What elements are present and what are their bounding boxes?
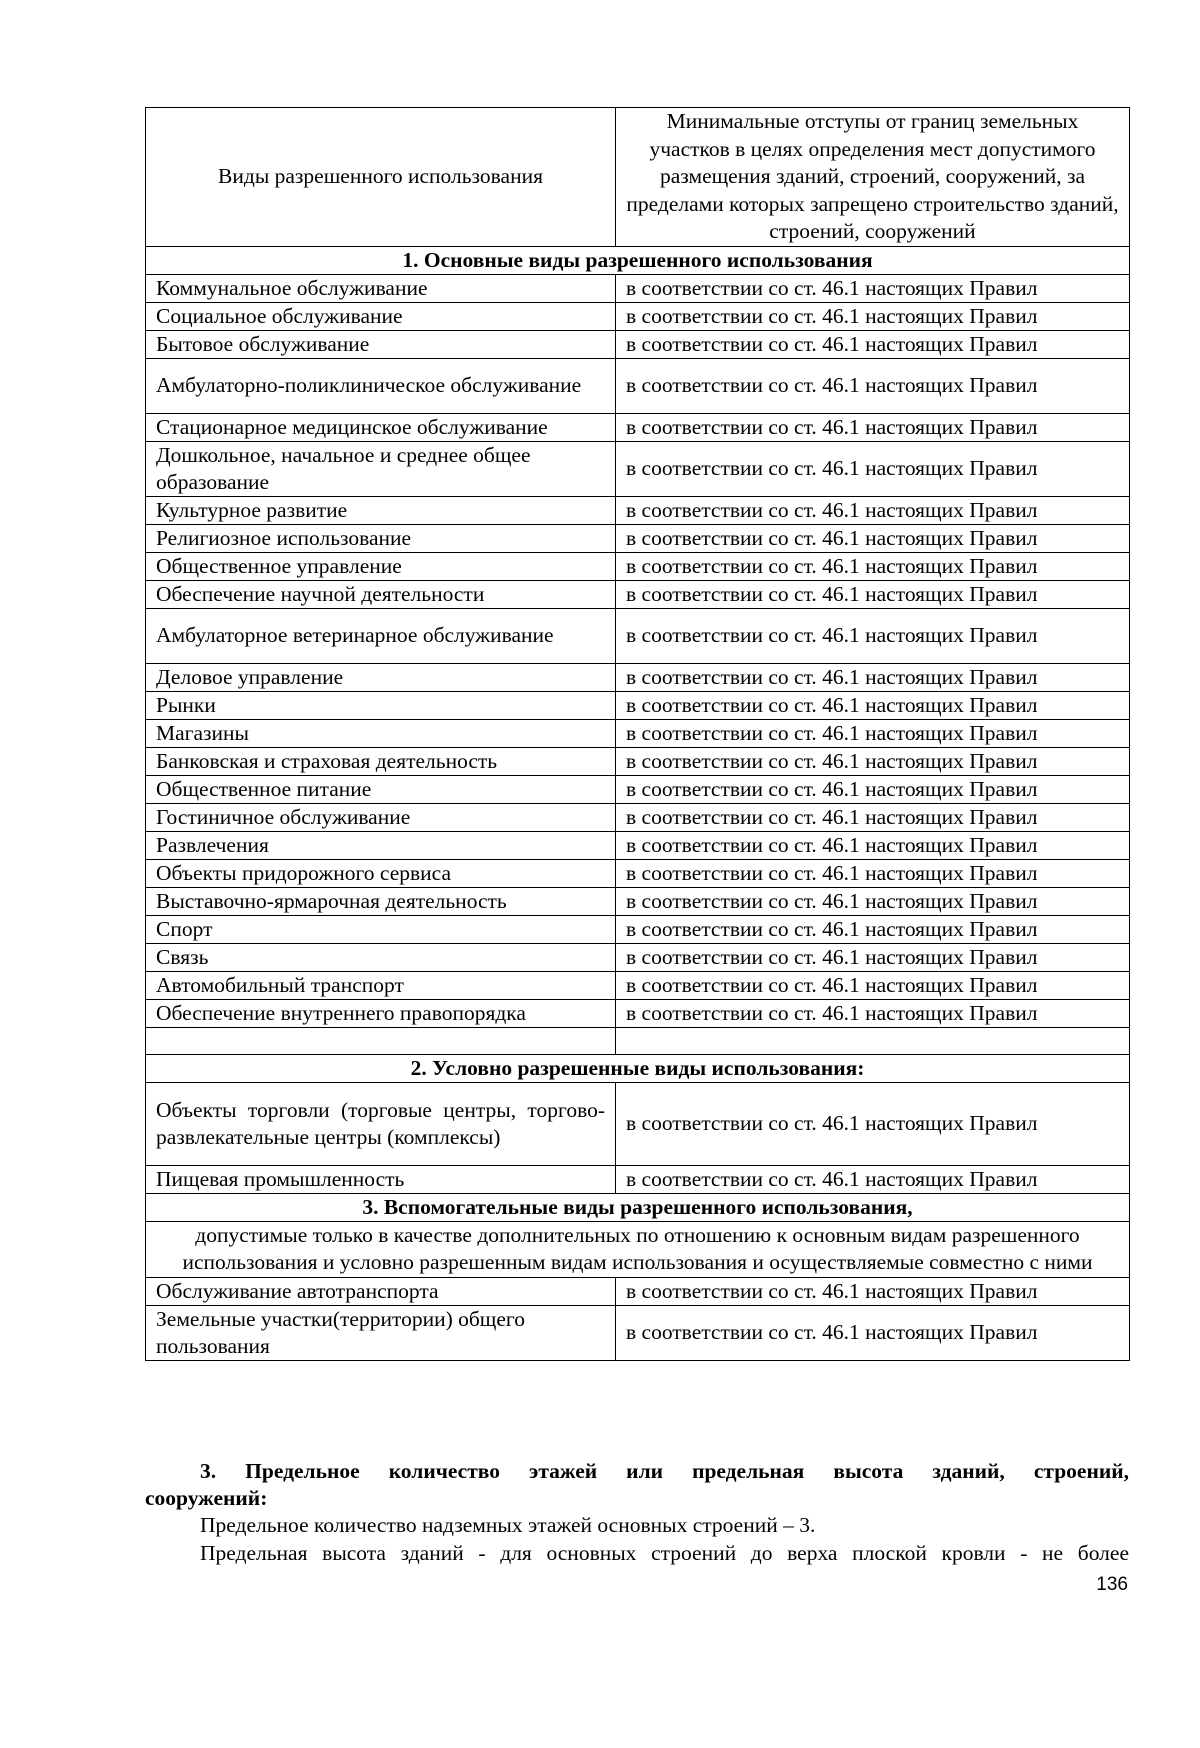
usage-name: Амбулаторно-поликлиническое обслуживание xyxy=(146,358,616,413)
usage-name: Коммунальное обслуживание xyxy=(146,274,616,302)
empty-cell xyxy=(146,1027,616,1054)
table-row xyxy=(146,943,1130,971)
table-row xyxy=(146,775,1130,803)
setback-value: в соответствии со ст. 46.1 настоящих Правил xyxy=(616,302,1130,330)
usage-name: Амбулаторное ветеринарное обслуживание xyxy=(146,608,616,663)
usage-name: Гостиничное обслуживание xyxy=(146,803,616,831)
usage-name: Обеспечение научной деятельности xyxy=(146,580,616,608)
section3-note: допустимые только в качестве дополнительных по отношению к основным видам разрешенного использования и условно разрешенным видам использования и осуществляемые совместно с ними xyxy=(146,1221,1130,1277)
usage-name: Бытовое обслуживание xyxy=(146,330,616,358)
usage-name: Общественное питание xyxy=(146,775,616,803)
usage-name: Культурное развитие xyxy=(146,496,616,524)
setback-value: в соответствии со ст. 46.1 настоящих Правил xyxy=(616,971,1130,999)
setback-value: в соответствии со ст. 46.1 настоящих Правил xyxy=(616,608,1130,663)
table-row xyxy=(146,971,1130,999)
setback-value: в соответствии со ст. 46.1 настоящих Правил xyxy=(616,358,1130,413)
usage-name: Рынки xyxy=(146,691,616,719)
section-row xyxy=(146,246,1130,274)
table-row xyxy=(146,1082,1130,1165)
usage-name: Религиозное использование xyxy=(146,524,616,552)
table-row xyxy=(146,524,1130,552)
table-row xyxy=(146,663,1130,691)
setback-value: в соответствии со ст. 46.1 настоящих Правил xyxy=(616,441,1130,496)
table-row xyxy=(146,803,1130,831)
setback-value: в соответствии со ст. 46.1 настоящих Правил xyxy=(616,999,1130,1027)
table-row xyxy=(146,1165,1130,1193)
table-row xyxy=(146,330,1130,358)
table-row xyxy=(146,413,1130,441)
table-row xyxy=(146,441,1130,496)
usage-name: Автомобильный транспорт xyxy=(146,971,616,999)
table-row xyxy=(146,608,1130,663)
setback-value: в соответствии со ст. 46.1 настоящих Правил xyxy=(616,580,1130,608)
setback-value: в соответствии со ст. 46.1 настоящих Правил xyxy=(616,803,1130,831)
setback-value: в соответствии со ст. 46.1 настоящих Правил xyxy=(616,1305,1130,1360)
setback-value: в соответствии со ст. 46.1 настоящих Правил xyxy=(616,859,1130,887)
paragraph-height: Предельная высота зданий - для основных строений до верха плоской кровли - не более xyxy=(200,1541,1129,1565)
setback-value: в соответствии со ст. 46.1 настоящих Правил xyxy=(616,274,1130,302)
usage-name: Пищевая промышленность xyxy=(146,1165,616,1193)
usage-name: Деловое управление xyxy=(146,663,616,691)
table-row xyxy=(146,552,1130,580)
section-row xyxy=(146,1054,1130,1082)
usage-name: Объекты торговли (торговые центры, торгово-развлекательные центры (комплексы) xyxy=(146,1082,616,1165)
usage-name: Общественное управление xyxy=(146,552,616,580)
table-row xyxy=(146,831,1130,859)
section-row xyxy=(146,1193,1130,1221)
table-row xyxy=(146,887,1130,915)
empty-cell xyxy=(616,1027,1130,1054)
table-row xyxy=(146,302,1130,330)
usage-name: Объекты придорожного сервиса xyxy=(146,859,616,887)
section3-title: 3. Вспомогательные виды разрешенного использования, xyxy=(146,1193,1130,1221)
setback-value: в соответствии со ст. 46.1 настоящих Правил xyxy=(616,719,1130,747)
table-row xyxy=(146,915,1130,943)
setback-value: в соответствии со ст. 46.1 настоящих Правил xyxy=(616,943,1130,971)
setback-value: в соответствии со ст. 46.1 настоящих Правил xyxy=(616,1165,1130,1193)
table-row xyxy=(146,691,1130,719)
table-row xyxy=(146,1305,1130,1360)
setback-value: в соответствии со ст. 46.1 настоящих Правил xyxy=(616,496,1130,524)
usage-name: Спорт xyxy=(146,915,616,943)
usage-name: Связь xyxy=(146,943,616,971)
zoning-rules-table xyxy=(145,107,1130,1361)
section2-title: 2. Условно разрешенные виды использования: xyxy=(146,1054,1130,1082)
usage-name: Обслуживание автотранспорта xyxy=(146,1277,616,1305)
setback-value: в соответствии со ст. 46.1 настоящих Правил xyxy=(616,663,1130,691)
paragraph-floors: Предельное количество надземных этажей основных строений – 3. xyxy=(200,1513,816,1537)
setback-value: в соответствии со ст. 46.1 настоящих Правил xyxy=(616,552,1130,580)
section1-title: 1. Основные виды разрешенного использования xyxy=(146,246,1130,274)
table-row xyxy=(146,747,1130,775)
usage-name: Магазины xyxy=(146,719,616,747)
usage-name: Банковская и страховая деятельность xyxy=(146,747,616,775)
usage-name: Земельные участки(территории) общего пользования xyxy=(146,1305,616,1360)
setback-value: в соответствии со ст. 46.1 настоящих Правил xyxy=(616,524,1130,552)
table-row xyxy=(146,719,1130,747)
table-row xyxy=(146,999,1130,1027)
setback-value: в соответствии со ст. 46.1 настоящих Правил xyxy=(616,775,1130,803)
usage-name: Стационарное медицинское обслуживание xyxy=(146,413,616,441)
table-row xyxy=(146,859,1130,887)
page-number: 136 xyxy=(1096,1574,1128,1595)
table-header-row xyxy=(146,108,1130,247)
setback-value: в соответствии со ст. 46.1 настоящих Правил xyxy=(616,691,1130,719)
setback-value: в соответствии со ст. 46.1 настоящих Правил xyxy=(616,1082,1130,1165)
table-row xyxy=(146,358,1130,413)
table-row xyxy=(146,274,1130,302)
setback-value: в соответствии со ст. 46.1 настоящих Правил xyxy=(616,831,1130,859)
setback-value: в соответствии со ст. 46.1 настоящих Правил xyxy=(616,413,1130,441)
empty-row xyxy=(146,1027,1130,1054)
setback-value: в соответствии со ст. 46.1 настоящих Правил xyxy=(616,887,1130,915)
table-row xyxy=(146,580,1130,608)
setback-value: в соответствии со ст. 46.1 настоящих Правил xyxy=(616,1277,1130,1305)
usage-name: Социальное обслуживание xyxy=(146,302,616,330)
usage-name: Развлечения xyxy=(146,831,616,859)
usage-name: Обеспечение внутреннего правопорядка xyxy=(146,999,616,1027)
setback-value: в соответствии со ст. 46.1 настоящих Правил xyxy=(616,747,1130,775)
setback-value: в соответствии со ст. 46.1 настоящих Правил xyxy=(616,330,1130,358)
section-note-row xyxy=(146,1221,1130,1277)
header-min-setbacks: Минимальные отступы от границ земельных участков в целях определения мест допустимого размещения зданий, строений, сооружений, за пределами которых запрещено строительство зданий, строений, сооружений xyxy=(616,108,1130,247)
table-row xyxy=(146,1277,1130,1305)
table-row xyxy=(146,496,1130,524)
section-heading: 3. Предельное количество этажей или предельная высота зданий, строений, сооружений: xyxy=(145,1459,1129,1510)
usage-name: Дошкольное, начальное и среднее общее образование xyxy=(146,441,616,496)
usage-name: Выставочно-ярмарочная деятельность xyxy=(146,887,616,915)
setback-value: в соответствии со ст. 46.1 настоящих Правил xyxy=(616,915,1130,943)
header-usage-types: Виды разрешенного использования xyxy=(146,108,616,247)
